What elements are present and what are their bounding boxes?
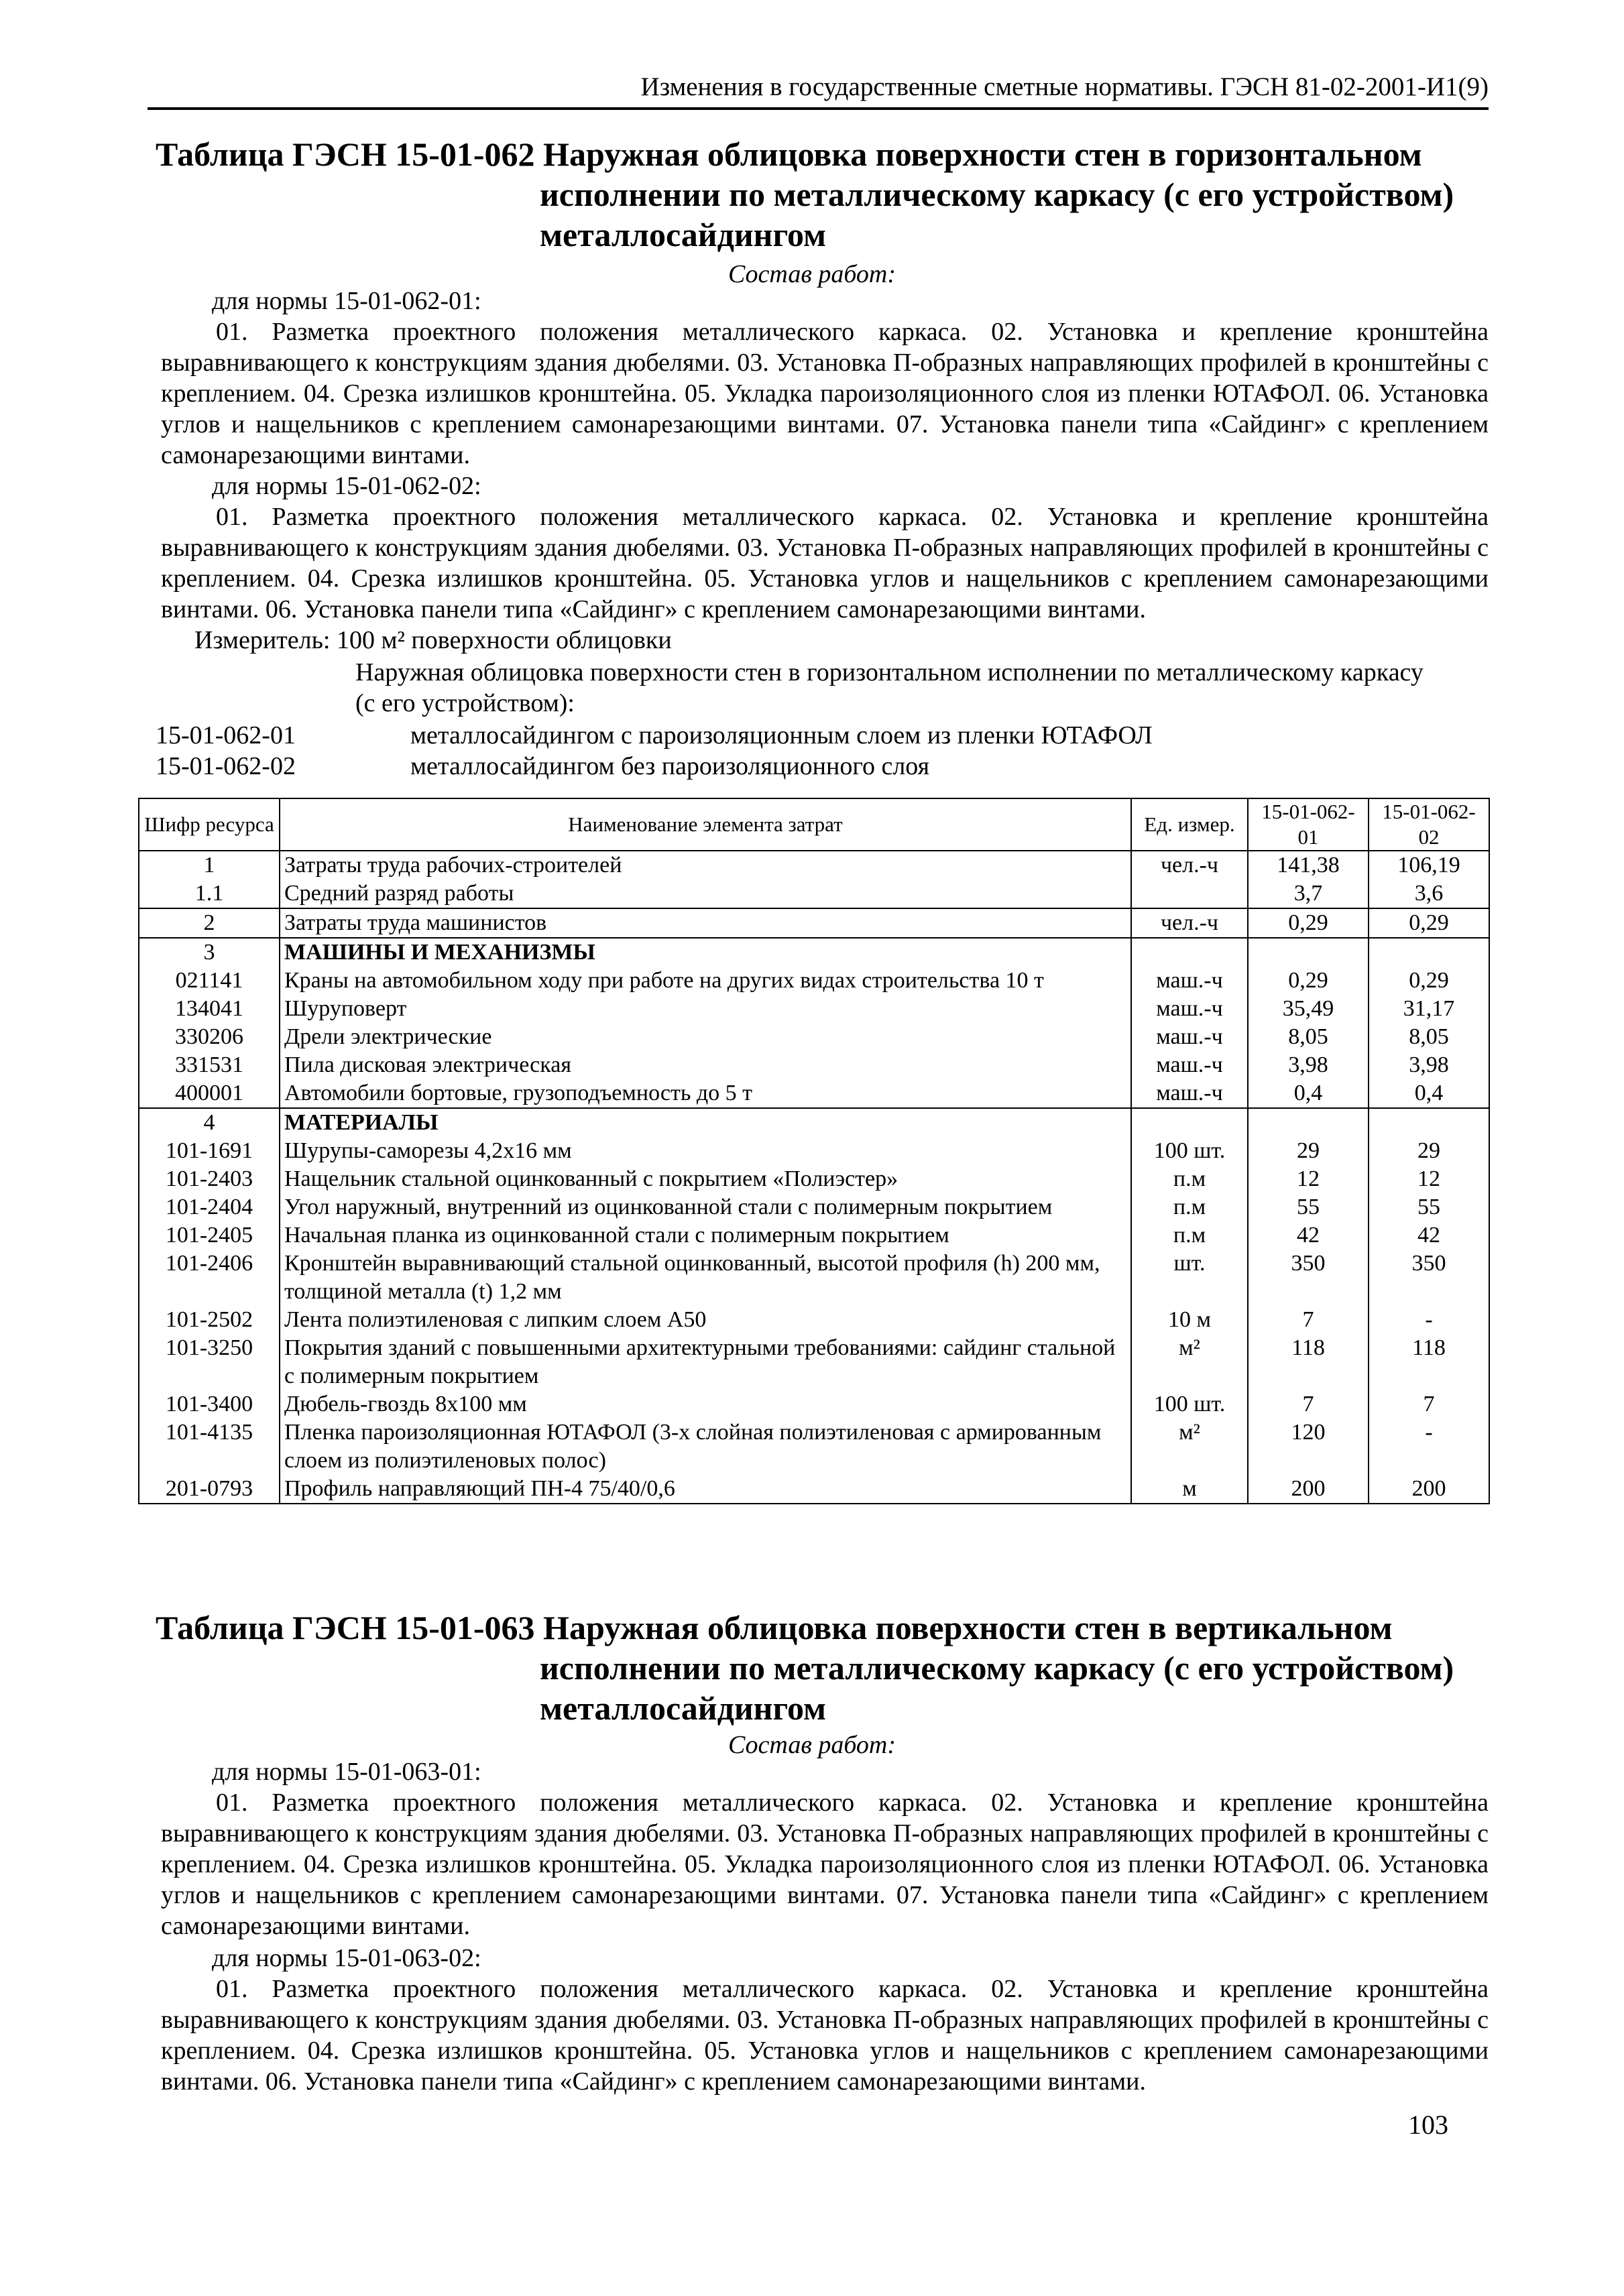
resource-code: 331531 bbox=[139, 1051, 280, 1079]
unit-cell: 100 шт. bbox=[1131, 1390, 1248, 1418]
resource-code: 101-3400 bbox=[139, 1390, 280, 1418]
table-header-row bbox=[139, 798, 1489, 851]
table-title-062-line1: Таблица ГЭСН 15-01-062 Наружная облицовка поверхности стен в горизонтальном bbox=[156, 135, 1422, 173]
norm-value-1: 7 bbox=[1248, 1306, 1369, 1334]
header-name: Наименование элемента затрат bbox=[280, 798, 1131, 851]
norm-value-1: 200 bbox=[1248, 1475, 1369, 1504]
variant-row bbox=[156, 720, 1153, 751]
norm-value-2: 8,05 bbox=[1369, 1023, 1489, 1051]
variant-code: 15-01-062-02 bbox=[156, 752, 296, 780]
resource-code: 021141 bbox=[139, 967, 280, 995]
table-row bbox=[139, 1079, 1489, 1108]
resource-name: Автомобили бортовые, грузоподъемность до 5 т bbox=[280, 1079, 1131, 1108]
norm-value-2: 106,19 bbox=[1369, 851, 1489, 880]
norm-value-2: 350 bbox=[1369, 1250, 1489, 1306]
table-row bbox=[139, 1418, 1489, 1475]
resource-code: 2 bbox=[139, 908, 280, 938]
resource-code: 3 bbox=[139, 938, 280, 967]
unit-cell: чел.-ч bbox=[1131, 908, 1248, 938]
resource-name: Угол наружный, внутренний из оцинкованной стали с полимерным покрытием bbox=[280, 1193, 1131, 1221]
unit-cell: 10 м bbox=[1131, 1306, 1248, 1334]
unit-cell: чел.-ч bbox=[1131, 851, 1248, 880]
norm-value-1 bbox=[1248, 1108, 1369, 1137]
resource-name: МАТЕРИАЛЫ bbox=[280, 1108, 1131, 1137]
resource-name: Начальная планка из оцинкованной стали с полимерным покрытием bbox=[280, 1221, 1131, 1250]
unit-cell: п.м bbox=[1131, 1221, 1248, 1250]
unit-cell: п.м bbox=[1131, 1193, 1248, 1221]
norm-value-1: 12 bbox=[1248, 1165, 1369, 1193]
table-title-063 bbox=[156, 1608, 1497, 1728]
norm-value-1: 42 bbox=[1248, 1221, 1369, 1250]
norm-value-1: 120 bbox=[1248, 1418, 1369, 1475]
unit-cell: маш.-ч bbox=[1131, 967, 1248, 995]
unit-cell bbox=[1131, 880, 1248, 908]
unit-cell: маш.-ч bbox=[1131, 1079, 1248, 1108]
unit-cell: п.м bbox=[1131, 1165, 1248, 1193]
variant-text: металлосайдингом без пароизоляционного слоя bbox=[410, 752, 930, 780]
norm-value-1: 350 bbox=[1248, 1250, 1369, 1306]
table-row bbox=[139, 1306, 1489, 1334]
table-row bbox=[139, 1137, 1489, 1165]
resource-name: Покрытия зданий с повышенными архитектурными требованиями: сайдинг стальной с полимерным покрытием bbox=[280, 1334, 1131, 1390]
norm-value-2: 3,6 bbox=[1369, 880, 1489, 908]
norm-value-2 bbox=[1369, 938, 1489, 967]
resource-name: МАШИНЫ И МЕХАНИЗМЫ bbox=[280, 938, 1131, 967]
norm-value-2: 118 bbox=[1369, 1334, 1489, 1390]
unit-cell bbox=[1131, 938, 1248, 967]
resource-code: 101-4135 bbox=[139, 1418, 280, 1475]
table-title-062 bbox=[156, 134, 1497, 255]
norm-value-1: 141,38 bbox=[1248, 851, 1369, 880]
norm-label-063-01: для нормы 15-01-063-01: bbox=[212, 1758, 481, 1786]
norm-value-1: 0,4 bbox=[1248, 1079, 1369, 1108]
table-row bbox=[139, 1475, 1489, 1504]
work-composition-caption-062: Состав работ: bbox=[728, 260, 896, 288]
table-row bbox=[139, 1221, 1489, 1250]
norm-text-063-01: 01. Разметка проектного положения металлического каркаса. 02. Установка и крепление кронштейна выравнивающего к конструкциям здания дюбелями. 03. Установка П-образных направляющих профилей в кронштейны с креплением. 04. Срезка излишков кронштейна. 05. Укладка пароизоляционного слоя из пленки ЮТАФОЛ. 06. Установка углов и нащельников с креплением самонарезающими винтами. 07. Установка панели типа «Сайдинг» с креплением самонарезающими винтами. bbox=[161, 1789, 1489, 1940]
table-row bbox=[139, 1334, 1489, 1390]
resource-code: 1 bbox=[139, 851, 280, 880]
norm-value-2 bbox=[1369, 1108, 1489, 1137]
resource-code: 1.1 bbox=[139, 880, 280, 908]
norm-value-1: 0,29 bbox=[1248, 908, 1369, 938]
unit-cell: маш.-ч bbox=[1131, 995, 1248, 1023]
variant-code: 15-01-062-01 bbox=[156, 721, 296, 749]
resource-name: Шуруповерт bbox=[280, 995, 1131, 1023]
norm-value-2: - bbox=[1369, 1418, 1489, 1475]
norm-value-1: 3,98 bbox=[1248, 1051, 1369, 1079]
resource-name: Шурупы-саморезы 4,2х16 мм bbox=[280, 1137, 1131, 1165]
resource-name: Затраты труда рабочих-строителей bbox=[280, 851, 1131, 880]
resource-name: Лента полиэтиленовая с липким слоем А50 bbox=[280, 1306, 1131, 1334]
resource-code: 101-1691 bbox=[139, 1137, 280, 1165]
work-composition-caption-063: Состав работ: bbox=[728, 1731, 896, 1759]
norm-value-2: - bbox=[1369, 1306, 1489, 1334]
resource-code: 101-2406 bbox=[139, 1250, 280, 1306]
norm-value-1: 0,29 bbox=[1248, 967, 1369, 995]
resource-code: 134041 bbox=[139, 995, 280, 1023]
table-title-063-rest: исполнении по металлическому каркасу (с его устройством) металлосайдингом bbox=[540, 1649, 1454, 1727]
norm-label-062-01: для нормы 15-01-062-01: bbox=[212, 287, 481, 315]
norm-value-1: 3,7 bbox=[1248, 880, 1369, 908]
norm-value-2: 55 bbox=[1369, 1193, 1489, 1221]
norm-value-2: 0,29 bbox=[1369, 908, 1489, 938]
norm-value-1: 29 bbox=[1248, 1137, 1369, 1165]
norm-label-062-02: для нормы 15-01-062-02: bbox=[212, 472, 481, 500]
norm-value-2: 3,98 bbox=[1369, 1051, 1489, 1079]
table-row bbox=[139, 1390, 1489, 1418]
table-row bbox=[139, 908, 1489, 938]
norm-value-2: 7 bbox=[1369, 1390, 1489, 1418]
norm-value-1: 118 bbox=[1248, 1334, 1369, 1390]
norm-value-1: 7 bbox=[1248, 1390, 1369, 1418]
variant-text: металлосайдингом с пароизоляционным слоем из пленки ЮТАФОЛ bbox=[410, 721, 1153, 749]
resource-code: 101-2405 bbox=[139, 1221, 280, 1250]
table-row bbox=[139, 851, 1489, 880]
running-header: Изменения в государственные сметные нормативы. ГЭСН 81-02-2001-И1(9) bbox=[148, 67, 1489, 110]
resource-name: Пленка пароизоляционная ЮТАФОЛ (3-х слойная полиэтиленовая с армированным слоем из полиэтиленовых полос) bbox=[280, 1418, 1131, 1475]
table-title-062-rest: исполнении по металлическому каркасу (с его устройством) металлосайдингом bbox=[540, 176, 1454, 253]
table-title-063-line1: Таблица ГЭСН 15-01-063 Наружная облицовка поверхности стен в вертикальном bbox=[156, 1609, 1393, 1646]
unit-cell: маш.-ч bbox=[1131, 1023, 1248, 1051]
resource-code: 201-0793 bbox=[139, 1475, 280, 1504]
norm-value-1 bbox=[1248, 938, 1369, 967]
resource-code: 101-2502 bbox=[139, 1306, 280, 1334]
norm-value-2: 12 bbox=[1369, 1165, 1489, 1193]
table-row bbox=[139, 938, 1489, 967]
table-row bbox=[139, 1023, 1489, 1051]
resource-code: 330206 bbox=[139, 1023, 280, 1051]
header-norm-1: 15-01-062-01 bbox=[1248, 798, 1369, 851]
resource-code: 101-2404 bbox=[139, 1193, 280, 1221]
unit-cell: м bbox=[1131, 1475, 1248, 1504]
norm-text-062-02: 01. Разметка проектного положения металлического каркаса. 02. Установка и крепление кронштейна выравнивающего к конструкциям здания дюбелями. 03. Установка П-образных направляющих профилей в кронштейны с креплением. 04. Срезка излишков кронштейна. 05. Установка углов и нащельников с креплением самонарезающими винтами. 06. Установка панели типа «Сайдинг» с креплением самонарезающими винтами. bbox=[161, 503, 1489, 623]
table-row bbox=[139, 1193, 1489, 1221]
resource-name: Дрели электрические bbox=[280, 1023, 1131, 1051]
table-row bbox=[139, 1165, 1489, 1193]
resource-name: Дюбель-гвоздь 8х100 мм bbox=[280, 1390, 1131, 1418]
resource-name: Профиль направляющий ПН-4 75/40/0,6 bbox=[280, 1475, 1131, 1504]
unit-cell: 100 шт. bbox=[1131, 1137, 1248, 1165]
resource-name: Пила дисковая электрическая bbox=[280, 1051, 1131, 1079]
unit-cell: маш.-ч bbox=[1131, 1051, 1248, 1079]
measure-unit: Измеритель: 100 м² поверхности облицовки bbox=[194, 626, 672, 654]
norm-value-2: 0,29 bbox=[1369, 967, 1489, 995]
unit-cell: шт. bbox=[1131, 1250, 1248, 1306]
unit-cell: м² bbox=[1131, 1418, 1248, 1475]
variant-row bbox=[156, 751, 929, 782]
header-norm-2: 15-01-062-02 bbox=[1369, 798, 1489, 851]
resource-code: 101-2403 bbox=[139, 1165, 280, 1193]
norm-text-063-02: 01. Разметка проектного положения металлического каркаса. 02. Установка и крепление кронштейна выравнивающего к конструкциям здания дюбелями. 03. Установка П-образных направляющих профилей в кронштейны с креплением. 04. Срезка излишков кронштейна. 05. Установка углов и нащельников с креплением самонарезающими винтами. 06. Установка панели типа «Сайдинг» с креплением самонарезающими винтами. bbox=[161, 1975, 1489, 2096]
table-row bbox=[139, 880, 1489, 908]
header-unit: Ед. измер. bbox=[1131, 798, 1248, 851]
unit-cell bbox=[1131, 1108, 1248, 1137]
page-number: 103 bbox=[1408, 2110, 1448, 2140]
table-row bbox=[139, 967, 1489, 995]
norm-value-2: 29 bbox=[1369, 1137, 1489, 1165]
resource-code: 4 bbox=[139, 1108, 280, 1137]
norm-value-1: 55 bbox=[1248, 1193, 1369, 1221]
table-row bbox=[139, 1108, 1489, 1137]
norm-value-2: 200 bbox=[1369, 1475, 1489, 1504]
resource-code: 400001 bbox=[139, 1079, 280, 1108]
norm-label-063-02: для нормы 15-01-063-02: bbox=[212, 1944, 481, 1972]
norm-value-1: 8,05 bbox=[1248, 1023, 1369, 1051]
norm-value-2: 0,4 bbox=[1369, 1079, 1489, 1108]
table-row bbox=[139, 1250, 1489, 1306]
table-row bbox=[139, 995, 1489, 1023]
resource-name: Затраты труда машинистов bbox=[280, 908, 1131, 938]
table-row bbox=[139, 1051, 1489, 1079]
resource-name: Кронштейн выравнивающий стальной оцинкованный, высотой профиля (h) 200 мм, толщиной металла (t) 1,2 мм bbox=[280, 1250, 1131, 1306]
norm-value-2: 42 bbox=[1369, 1221, 1489, 1250]
norm-text-062-01: 01. Разметка проектного положения металлического каркаса. 02. Установка и крепление кронштейна выравнивающего к конструкциям здания дюбелями. 03. Установка П-образных направляющих профилей в кронштейны с креплением. 04. Срезка излишков кронштейна. 05. Укладка пароизоляционного слоя из пленки ЮТАФОЛ. 06. Установка углов и нащельников с креплением самонарезающими винтами. 07. Установка панели типа «Сайдинг» с креплением самонарезающими винтами. bbox=[161, 318, 1489, 469]
resource-code: 101-3250 bbox=[139, 1334, 280, 1390]
unit-cell: м² bbox=[1131, 1334, 1248, 1390]
resource-name: Средний разряд работы bbox=[280, 880, 1131, 908]
resource-name: Краны на автомобильном ходу при работе на других видах строительства 10 т bbox=[280, 967, 1131, 995]
header-code: Шифр ресурса bbox=[139, 798, 280, 851]
resource-table bbox=[138, 798, 1490, 1504]
norm-value-1: 35,49 bbox=[1248, 995, 1369, 1023]
work-heading-description: Наружная облицовка поверхности стен в горизонтальном исполнении по металлическому каркасу (с его устройством): bbox=[355, 658, 1424, 717]
norm-value-2: 31,17 bbox=[1369, 995, 1489, 1023]
resource-name: Нащельник стальной оцинкованный с покрытием «Полиэстер» bbox=[280, 1165, 1131, 1193]
